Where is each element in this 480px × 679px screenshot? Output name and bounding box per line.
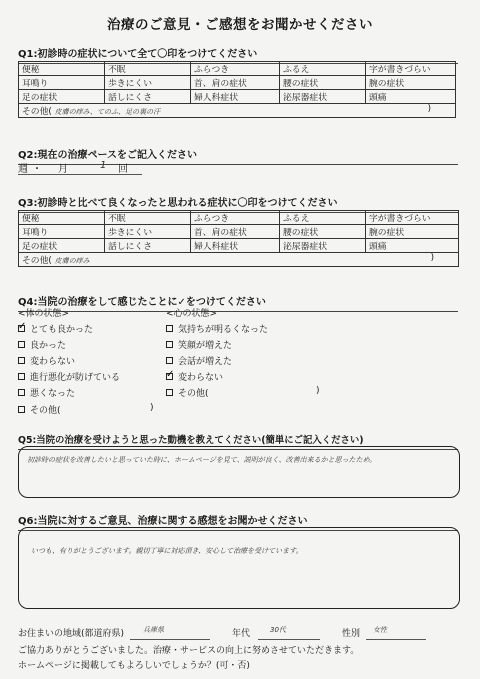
q3-cell[interactable]: 腰の症状 xyxy=(280,225,366,239)
q4-mind-option-2[interactable] xyxy=(166,336,346,352)
region-value: 兵庫県 xyxy=(143,626,164,634)
checkbox[interactable] xyxy=(18,325,25,332)
q3-cell[interactable]: 頭痛 xyxy=(366,239,459,253)
q3-other-label: その他( xyxy=(22,256,52,266)
q4-body-option-5[interactable] xyxy=(18,385,168,401)
q5-heading-text: Q5:当院の治療を受けようと思った動機を教えてください(簡単にご記入ください) xyxy=(18,435,364,446)
table-row xyxy=(19,239,459,253)
q4-body-option-2[interactable] xyxy=(18,336,168,352)
age-underline[interactable] xyxy=(258,639,320,640)
region-label: お住まいの地域(都道府県) xyxy=(18,629,125,639)
q3-other-cell[interactable] xyxy=(19,253,459,267)
table-row xyxy=(19,253,459,267)
q6-heading xyxy=(18,512,458,527)
q1-heading xyxy=(18,45,458,60)
checkbox[interactable] xyxy=(18,389,25,396)
q1-cell[interactable]: 字が書きづらい xyxy=(366,62,456,76)
q3-cell[interactable]: 婦人科症状 xyxy=(191,239,280,253)
consent-question[interactable]: ホームページに掲載してもよろしいでしょうか？(可・否) xyxy=(18,661,250,671)
q4-body-option-1[interactable] xyxy=(18,320,168,336)
q2-times: 回 xyxy=(118,164,128,175)
q6-heading-text: Q6:当院に対するご意見、治療に関する感想をお聞かせください xyxy=(18,516,308,527)
option-label: 笑顔が増えた xyxy=(178,340,233,351)
q3-cell[interactable]: 便秘 xyxy=(19,211,105,225)
age-value: 30代 xyxy=(270,626,286,634)
q4-body-option-4[interactable] xyxy=(18,369,168,385)
q4-body-option-6[interactable] xyxy=(18,401,168,417)
q5-answer-text: 初診時の症状を改善したいと思っていた時に、ホームページを見て、説明が良く、改善出来るかと思ったため。 xyxy=(27,456,377,464)
q3-cell[interactable]: ふらつき xyxy=(191,211,280,225)
table-row xyxy=(19,90,456,104)
checkbox[interactable] xyxy=(166,341,173,348)
q4-body-options xyxy=(18,320,168,417)
q3-other-value: 皮膚の痒み xyxy=(54,257,90,265)
q3-cell[interactable]: 歩きにくい xyxy=(105,225,191,239)
q1-cell[interactable]: 腕の症状 xyxy=(366,76,456,90)
q1-cell[interactable]: 不眠 xyxy=(105,62,191,76)
q4-body-title: <体の状態> xyxy=(18,309,70,319)
q4-heading xyxy=(18,293,458,308)
q3-cell[interactable]: 字が書きづらい xyxy=(366,211,459,225)
q1-other-cell[interactable] xyxy=(19,104,456,118)
option-label: その他( xyxy=(30,405,61,416)
table-row xyxy=(19,104,456,118)
q3-cell[interactable]: 泌尿器症状 xyxy=(280,239,366,253)
q3-cell[interactable]: 腕の症状 xyxy=(366,225,459,239)
gender-value: 女性 xyxy=(373,626,387,634)
region-underline[interactable] xyxy=(130,639,210,640)
table-row xyxy=(19,76,456,90)
checkbox[interactable] xyxy=(166,389,173,396)
option-label: 変わらない xyxy=(30,356,76,367)
option-label: その他( xyxy=(178,389,209,400)
checkbox[interactable] xyxy=(18,357,25,364)
q3-cell[interactable]: 耳鳴り xyxy=(19,225,105,239)
age-label: 年代 xyxy=(232,629,251,639)
q4-mind-close-paren: ) xyxy=(316,386,320,396)
gender-label: 性別 xyxy=(342,629,361,639)
q1-close-paren: ) xyxy=(427,104,431,114)
q3-heading xyxy=(18,194,458,209)
q3-cell[interactable]: 首、肩の症状 xyxy=(191,225,280,239)
q4-mind-option-3[interactable] xyxy=(166,352,346,368)
q1-cell[interactable]: 便秘 xyxy=(19,62,105,76)
q4-heading-text: Q4:当院の治療をして感じたことに✓をつけてください xyxy=(18,297,266,308)
checkbox[interactable] xyxy=(18,341,25,348)
q1-cell[interactable]: 歩きにくい xyxy=(105,76,191,90)
q2-month: 月 xyxy=(58,164,68,175)
q1-symptom-table xyxy=(18,61,456,118)
q2-heading-text: Q2:現在の治療ペースをご記入ください xyxy=(18,150,197,161)
q5-heading xyxy=(18,432,458,446)
option-label: 悪くなった xyxy=(30,389,76,400)
q3-cell[interactable]: 不眠 xyxy=(105,211,191,225)
q1-cell[interactable]: 婦人科症状 xyxy=(191,90,280,104)
q1-cell[interactable]: 頭痛 xyxy=(366,90,456,104)
q5-answer-box[interactable] xyxy=(18,446,460,498)
checkbox[interactable] xyxy=(166,357,173,364)
q3-cell[interactable]: 足の症状 xyxy=(19,239,105,253)
q6-answer-box[interactable] xyxy=(18,527,460,609)
q3-heading-text: Q3:初診時と比べて良くなったと思われる症状に〇印をつけてください xyxy=(18,198,338,209)
table-row xyxy=(19,225,459,239)
q3-cell[interactable]: ふるえ xyxy=(280,211,366,225)
q2-week: 週 xyxy=(18,164,28,175)
q4-body-option-3[interactable] xyxy=(18,352,168,368)
q3-symptom-table xyxy=(18,210,459,267)
q1-cell[interactable]: ふらつき xyxy=(191,62,280,76)
option-label: 会話が増えた xyxy=(178,356,233,367)
q4-body-close-paren: ) xyxy=(150,403,154,413)
q1-other-value: 皮膚の痒み、てのふ、足の裏の汗 xyxy=(54,108,161,116)
option-label: 進行悪化が防げている xyxy=(30,373,121,384)
q4-mind-option-4[interactable] xyxy=(166,369,346,385)
q1-cell[interactable]: 耳鳴り xyxy=(19,76,105,90)
q1-cell[interactable]: 話しにくさ xyxy=(105,90,191,104)
checkbox[interactable] xyxy=(18,406,25,413)
q1-other-label: その他( xyxy=(22,107,52,117)
option-label: 気持ちが明るくなった xyxy=(178,324,269,335)
q1-cell[interactable]: 泌尿器症状 xyxy=(280,90,366,104)
table-row xyxy=(19,62,456,76)
q2-sep: ・ xyxy=(32,164,42,175)
q1-cell[interactable]: 首、肩の症状 xyxy=(191,76,280,90)
thanks-text: ご協力ありがとうございました。治療・サービスの向上に努めさせていただきます。 xyxy=(18,646,360,656)
q2-pace-field[interactable] xyxy=(18,160,218,175)
option-label: とても良かった xyxy=(30,324,94,335)
q3-close-paren: ) xyxy=(430,253,434,263)
page-title: 治療のご意見・ご感想をお聞かせください xyxy=(107,17,373,33)
q6-answer-text: いつも、有りがとうございます。親切丁寧に対応頂き、安心して治療を受けています。 xyxy=(31,547,303,555)
option-label: 良かった xyxy=(30,340,67,351)
checkbox[interactable] xyxy=(166,373,173,380)
gender-underline[interactable] xyxy=(366,639,426,640)
table-row xyxy=(19,211,459,225)
q1-cell[interactable]: 足の症状 xyxy=(19,90,105,104)
checkbox[interactable] xyxy=(18,373,25,380)
checkbox[interactable] xyxy=(166,325,173,332)
q3-cell[interactable]: 話しにくさ xyxy=(105,239,191,253)
q1-cell[interactable]: ふるえ xyxy=(280,62,366,76)
q2-heading xyxy=(18,146,458,161)
option-label: 変わらない xyxy=(178,373,224,384)
q4-mind-option-1[interactable] xyxy=(166,320,346,336)
q2-underline xyxy=(18,174,142,175)
q2-count: 1 xyxy=(100,160,107,171)
q4-mind-title: <心の状態> xyxy=(166,309,218,319)
q1-heading-text: Q1:初診時の症状について全て〇印をつけてください xyxy=(18,49,258,60)
q1-cell[interactable]: 腰の症状 xyxy=(280,76,366,90)
